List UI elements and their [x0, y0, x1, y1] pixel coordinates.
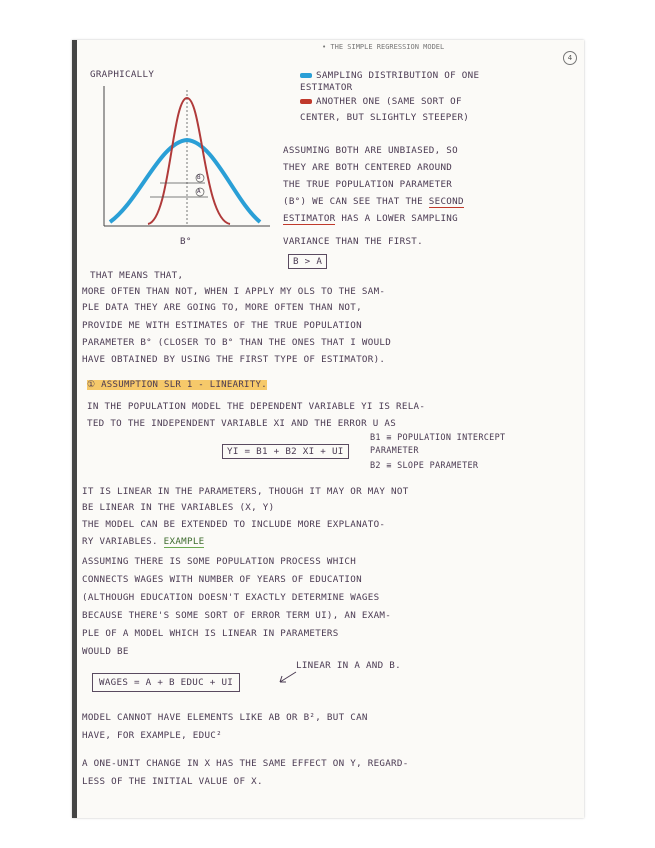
graph-label-b: B — [197, 174, 201, 181]
assumption-heading: ① ASSUMPTION SLR 1 - LINEARITY. — [87, 380, 267, 390]
example-line-3: (ALTHOUGH EDUCATION DOESN'T EXACTLY DETERMINE WAGES — [82, 592, 380, 603]
example-line-1: ASSUMING THERE IS SOME POPULATION PROCESS WHICH — [82, 556, 357, 567]
blue-swatch — [300, 73, 312, 78]
body-line-1: THAT MEANS THAT, — [90, 270, 184, 281]
linear-line-4 — [82, 536, 204, 547]
legend-blue-1: SAMPLING DISTRIBUTION OF ONE — [316, 70, 480, 81]
right-line-4 — [283, 196, 464, 207]
linear-line-1: IT IS LINEAR IN THE PARAMETERS, THOUGH IT MAY OR MAY NOT — [82, 486, 409, 497]
right-line-6: VARIANCE THAN THE FIRST. — [283, 236, 423, 247]
vars-text: RY VARIABLES. — [82, 536, 158, 547]
graph-label-a: A — [197, 188, 201, 195]
page-number: 4 — [563, 51, 577, 65]
right-line-2: THEY ARE BOTH CENTERED AROUND — [283, 162, 453, 173]
def-intercept-cont: PARAMETER — [370, 446, 419, 456]
graph-heading: GRAPHICALLY — [90, 69, 155, 80]
top-note: • THE SIMPLE REGRESSION MODEL — [322, 43, 445, 51]
red-swatch — [300, 99, 312, 104]
closing-line-2: LESS OF THE INITIAL VALUE OF X. — [82, 776, 263, 787]
right-line-5 — [283, 213, 458, 224]
legend-red-1: ANOTHER ONE (SAME SORT OF — [316, 96, 462, 107]
example-line-6: WOULD BE — [82, 646, 129, 657]
right-line-5b: HAS A LOWER SAMPLING — [335, 213, 458, 224]
final-line-2: HAVE, FOR EXAMPLE, EDUC² — [82, 730, 222, 741]
body-line-4: PROVIDE ME WITH ESTIMATES OF THE TRUE POPULATION — [82, 320, 362, 331]
linear-line-2: BE LINEAR IN THE VARIABLES (X, Y) — [82, 502, 275, 513]
linear-in-note: LINEAR IN Α AND Β. — [296, 660, 401, 671]
def-intercept: B1 ≡ POPULATION INTERCEPT — [370, 433, 506, 443]
right-line-4b: SECOND — [428, 196, 464, 207]
linear-line-3: THE MODEL CAN BE EXTENDED TO INCLUDE MORE EXPLANATO- — [82, 519, 386, 530]
example-line-5: PLE OF A MODEL WHICH IS LINEAR IN PARAMETERS — [82, 628, 339, 639]
right-line-4a: (Β°) WE CAN SEE THAT THE — [283, 196, 423, 207]
example-label: EXAMPLE — [163, 536, 205, 547]
body-line-3: PLE DATA THEY ARE GOING TO, MORE OFTEN THAN NOT, — [82, 302, 362, 313]
example-line-2: CONNECTS WAGES WITH NUMBER OF YEARS OF EDUCATION — [82, 574, 362, 585]
legend-blue-2: ESTIMATOR — [300, 82, 353, 93]
right-line-5a: ESTIMATOR — [283, 213, 336, 224]
assumption-line-2: TED TO THE INDEPENDENT VARIABLE XI AND THE ERROR U AS — [87, 418, 397, 429]
right-line-1: ASSUMING BOTH ARE UNBIASED, SO — [283, 145, 458, 156]
body-line-5: PARAMETER Β° (CLOSER TO Β° THAN THE ONES THAT I WOULD — [82, 337, 392, 348]
example-line-4: BECAUSE THERE'S SOME SORT OF ERROR TERM UI), AN EXAM- — [82, 610, 392, 621]
sampling-distribution-graph — [90, 80, 280, 240]
def-slope: B2 ≡ SLOPE PARAMETER — [370, 461, 479, 471]
body-line-2: MORE OFTEN THAN NOT, WHEN I APPLY MY OLS TO THE SAM- — [82, 286, 386, 297]
closing-line-1: A ONE-UNIT CHANGE IN X HAS THE SAME EFFECT ON Y, REGARD- — [82, 758, 409, 769]
final-line-1: MODEL CANNOT HAVE ELEMENTS LIKE ΑΒ OR Β², BUT CAN — [82, 712, 368, 723]
population-model-equation: YI = Β1 + Β2 XI + UI — [222, 444, 349, 459]
assumption-line-1: IN THE POPULATION MODEL THE DEPENDENT VARIABLE YI IS RELA- — [87, 401, 426, 412]
legend-red-2: CENTER, BUT SLIGHTLY STEEPER) — [300, 112, 470, 123]
binder-edge — [72, 40, 77, 818]
boxed-b-greater-a: B > A — [288, 254, 327, 269]
blue-distribution-curve — [110, 140, 260, 222]
arrow-icon — [276, 670, 298, 686]
right-line-3: THE TRUE POPULATION PARAMETER — [283, 179, 453, 190]
graph-beta-label: Β° — [180, 236, 192, 247]
body-line-6: HAVE OBTAINED BY USING THE FIRST TYPE OF ESTIMATOR). — [82, 354, 386, 365]
wages-equation: WAGES = Α + Β EDUC + UI — [92, 673, 240, 692]
